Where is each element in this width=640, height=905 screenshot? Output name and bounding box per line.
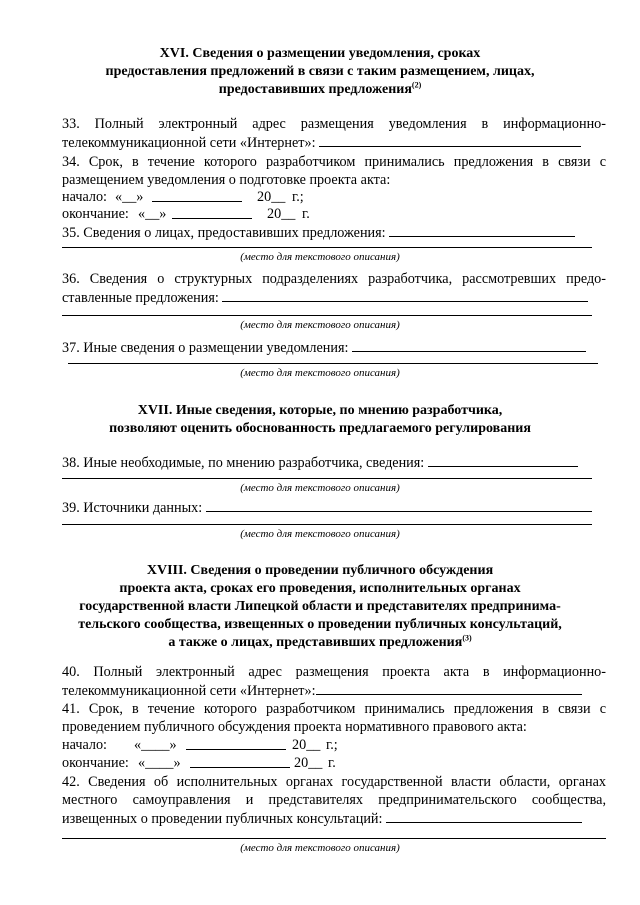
start-day-blank-2: «____» (134, 737, 177, 753)
section-16-title-line-2: предоставления предложений в связи с таким размещением, лицах, (105, 64, 535, 79)
item-41-end-row (62, 754, 606, 772)
end-label-2: окончание: (62, 755, 129, 771)
item-36-line-1: 36. Сведения о структурных подразделениях разработчика, рассмотревших предо- (62, 271, 606, 287)
section-17-title-line-1: XVII. Иные сведения, которые, по мнению разработчика, (137, 403, 503, 418)
item-41-start-row (62, 736, 606, 754)
end-year-suffix: г. (302, 206, 310, 222)
item-33-blank[interactable] (319, 133, 581, 147)
item-40-line-2: телекоммуникационной сети «Интернет»: (62, 681, 606, 700)
section-18-title-line-2: проекта акта, сроках его проведения, исполнительных органах (119, 581, 521, 596)
section-16-title-line-3: предоставивших предложения$^{(2)}$ (218, 80, 422, 97)
section-18-title-line-5: а также о лицах, представивших предложения$^{(3)}$ (168, 633, 472, 650)
item-39-blank[interactable] (206, 498, 592, 512)
item-36-rule[interactable] (62, 315, 592, 316)
item-34-start-row (62, 188, 606, 206)
item-38-line: 38. Иные необходимые, по мнению разработчика, сведения: (62, 453, 606, 472)
item-38-blank[interactable] (428, 453, 578, 467)
item-39-line: 39. Источники данных: (62, 498, 606, 517)
item-41-line-2: проведением публичного обсуждения проекта нормативного правового акта: (62, 719, 527, 735)
item-39-rule[interactable] (62, 524, 592, 525)
section-18-title-line-4: тельского сообщества, извещенных о проведении публичных консультаций, (78, 617, 562, 632)
section-18-title-line-3: государственной власти Липецкой области и представителях предпринима- (79, 599, 561, 614)
item-42-rule[interactable] (62, 838, 606, 839)
end-label: окончание: (62, 206, 129, 222)
footnote-ref-2: (2) (411, 80, 422, 90)
item-35-note: (место для текстового описания) (240, 251, 400, 263)
item-36-note: (место для текстового описания) (240, 319, 400, 331)
start-label: начало: (62, 189, 107, 205)
item-37-rule[interactable] (68, 363, 598, 364)
item-33-line-2: телекоммуникационной сети «Интернет»: (62, 133, 606, 152)
item-39-note: (место для текстового описания) (240, 528, 400, 540)
item-42-line-3: извещенных о проведении публичных консультаций: (62, 809, 606, 828)
item-33-line-1: 33. Полный электронный адрес размещения уведомления в информационно- (62, 116, 606, 132)
item-34-line-2: размещением уведомления о подготовке проекта акта: (62, 172, 391, 188)
item-42-note: (место для текстового описания) (240, 842, 400, 854)
start-year-2: 20__ (292, 737, 321, 753)
item-34-line-1: 34. Срок, в течение которого разработчиком принимались предложения в связи с (62, 154, 606, 170)
section-16-title-line-1: XVI. Сведения о размещении уведомления, сроках (159, 46, 481, 61)
start-year-suffix: г.; (292, 189, 304, 205)
start-month-blank[interactable] (152, 188, 242, 202)
item-40-line-1: 40. Полный электронный адрес размещения проекта акта в информационно- (62, 664, 606, 680)
item-41-line-1: 41. Срок, в течение которого разработчиком принимались предложения в связи с (62, 701, 606, 717)
item-40-blank[interactable] (316, 681, 582, 695)
end-day-blank: «__» (138, 206, 167, 222)
start-day-blank: «__» (115, 189, 144, 205)
item-42-line-2: местного самоуправления и представителях предпринимательского сообщества, (62, 792, 606, 808)
item-38-rule[interactable] (62, 478, 592, 479)
start-label-2: начало: (62, 737, 107, 753)
end-year: 20__ (267, 206, 296, 222)
item-38-note: (место для текстового описания) (240, 482, 400, 494)
item-36-line-2: ставленные предложения: (62, 288, 606, 307)
item-42-line-1: 42. Сведения об исполнительных органах государственной власти области, органах (62, 774, 606, 790)
end-year-suffix-2: г. (328, 755, 336, 771)
item-42-blank[interactable] (386, 809, 582, 823)
section-18-title-line-1: XVIII. Сведения о проведении публичного обсуждения (146, 563, 494, 578)
end-month-blank-2[interactable] (190, 754, 290, 768)
item-37-note: (место для текстового описания) (240, 367, 400, 379)
start-month-blank-2[interactable] (186, 736, 286, 750)
footnote-ref-3: (3) (462, 633, 472, 643)
section-17-title-line-2: позволяют оценить обоснованность предлагаемого регулирования (109, 421, 531, 436)
end-month-blank[interactable] (172, 205, 252, 219)
end-day-blank-2: «____» (138, 755, 181, 771)
item-35-rule[interactable] (62, 247, 592, 248)
end-year-2: 20__ (294, 755, 323, 771)
item-35-line: 35. Сведения о лицах, предоставивших предложения: (62, 223, 606, 242)
item-35-blank[interactable] (389, 223, 575, 237)
start-year: 20__ (257, 189, 286, 205)
item-37-blank[interactable] (352, 338, 586, 352)
start-year-suffix-2: г.; (326, 737, 338, 753)
item-36-blank[interactable] (222, 288, 588, 302)
item-34-end-row (62, 205, 606, 223)
item-37-line: 37. Иные сведения о размещении уведомления: (62, 338, 606, 357)
